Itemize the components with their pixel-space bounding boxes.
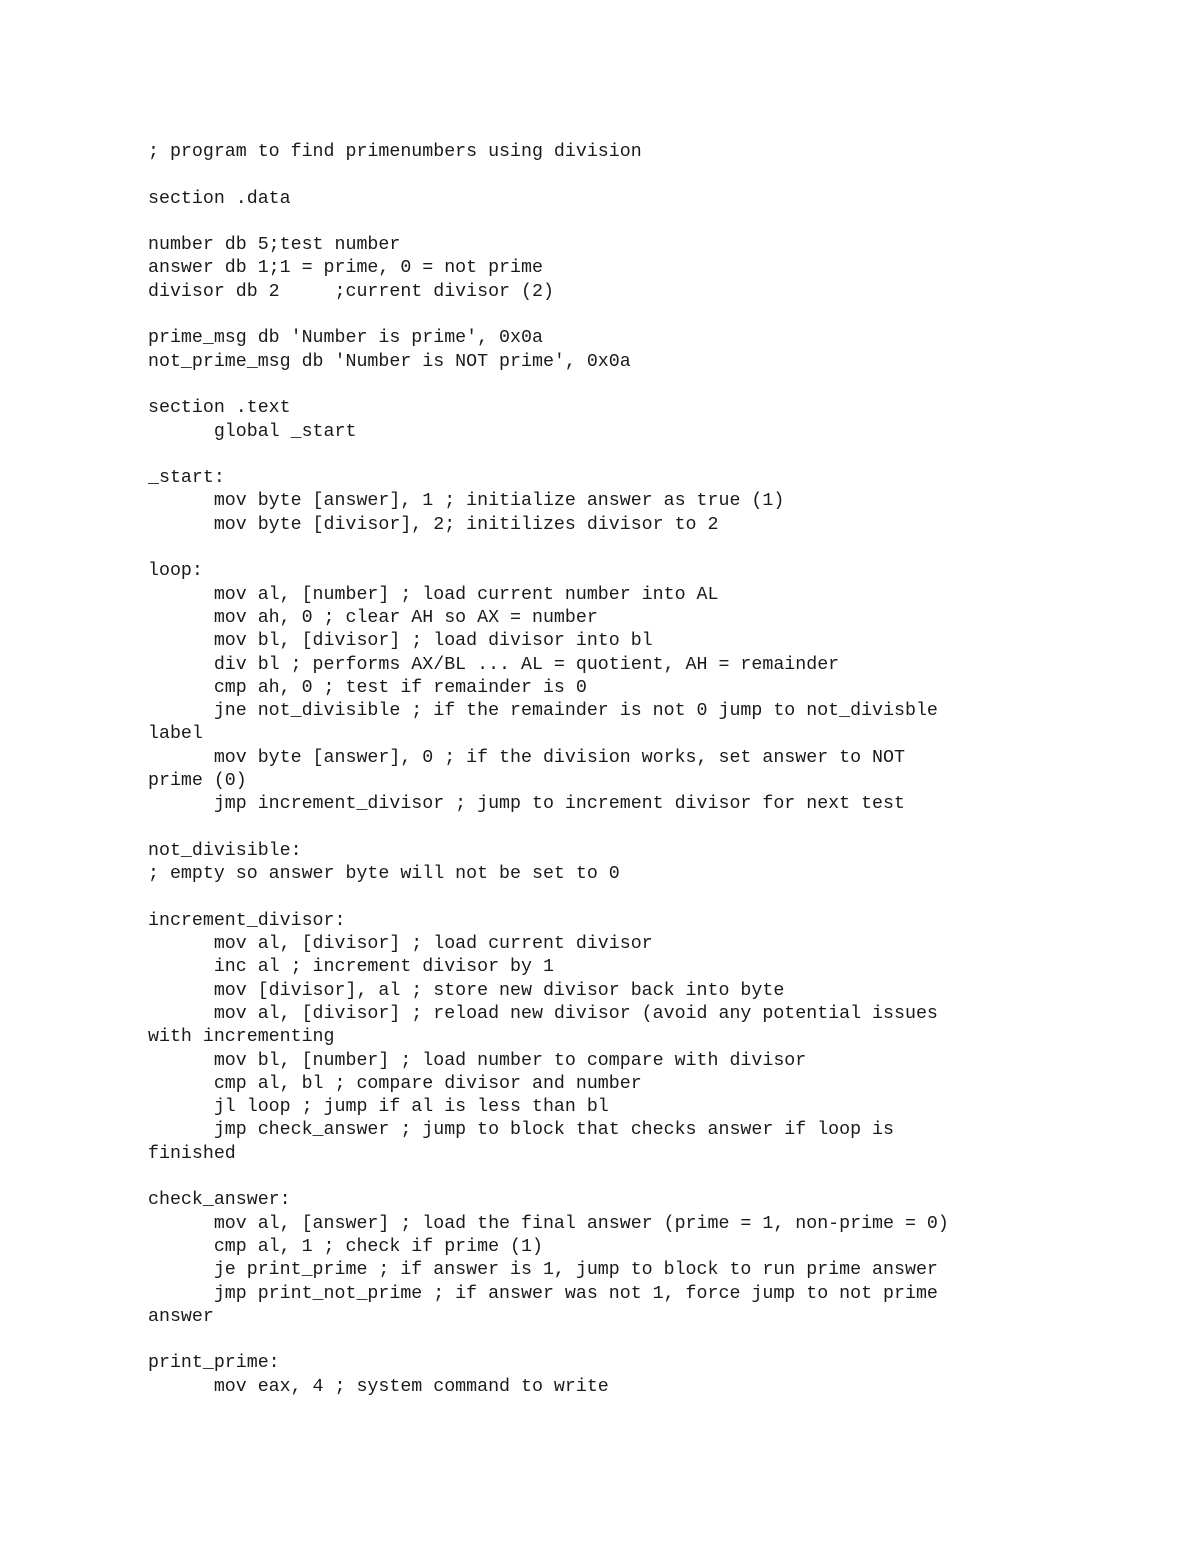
code-line: section .text xyxy=(148,398,291,419)
code-line xyxy=(148,164,1068,187)
code-line: mov al, [number] ; load current number into AL xyxy=(148,584,719,605)
code-line xyxy=(148,1329,1068,1352)
code-line: loop: xyxy=(148,561,203,582)
code-line: not_divisible: xyxy=(148,840,302,861)
code-line: jmp print_not_prime ; if answer was not 1, force jump to not prime xyxy=(148,1283,938,1304)
code-line: jmp check_answer ; jump to block that checks answer if loop is xyxy=(148,1120,894,1141)
code-line: cmp al, bl ; compare divisor and number xyxy=(148,1073,642,1094)
code-line: prime_msg db 'Number is prime', 0x0a xyxy=(148,328,543,349)
code-line: ; empty so answer byte will not be set to 0 xyxy=(148,864,620,885)
code-line: jmp increment_divisor ; jump to increment divisor for next test xyxy=(148,794,905,815)
code-line: mov ah, 0 ; clear AH so AX = number xyxy=(148,607,598,628)
code-line: mov byte [answer], 1 ; initialize answer as true (1) xyxy=(148,491,785,512)
code-line: cmp ah, 0 ; test if remainder is 0 xyxy=(148,677,587,698)
code-line: mov al, [answer] ; load the final answer (prime = 1, non-prime = 0) xyxy=(148,1213,949,1234)
code-line: mov bl, [number] ; load number to compare with divisor xyxy=(148,1050,807,1071)
code-line: div bl ; performs AX/BL ... AL = quotient, AH = remainder xyxy=(148,654,840,675)
code-line: increment_divisor: xyxy=(148,910,346,931)
code-line: jne not_divisible ; if the remainder is not 0 jump to not_divisble xyxy=(148,701,938,722)
code-line: section .data xyxy=(148,188,291,209)
code-line: je print_prime ; if answer is 1, jump to block to run prime answer xyxy=(148,1260,938,1281)
code-line: finished xyxy=(148,1143,236,1164)
code-line: jl loop ; jump if al is less than bl xyxy=(148,1097,609,1118)
code-line xyxy=(148,374,1068,397)
code-line: mov al, [divisor] ; reload new divisor (avoid any potential issues xyxy=(148,1003,938,1024)
code-line xyxy=(148,1166,1068,1189)
code-line: _start: xyxy=(148,468,225,489)
code-line: divisor db 2 ;current divisor (2) xyxy=(148,281,554,302)
code-line: prime (0) xyxy=(148,771,247,792)
code-line: with incrementing xyxy=(148,1027,335,1048)
code-line: inc al ; increment divisor by 1 xyxy=(148,957,554,978)
code-line xyxy=(148,304,1068,327)
code-line xyxy=(148,211,1068,234)
code-line: mov byte [answer], 0 ; if the division works, set answer to NOT xyxy=(148,747,905,768)
code-line: answer xyxy=(148,1306,214,1327)
code-line: label xyxy=(148,724,203,745)
code-line: check_answer: xyxy=(148,1190,291,1211)
code-line: not_prime_msg db 'Number is NOT prime', 0x0a xyxy=(148,351,631,372)
code-line: mov byte [divisor], 2; initilizes divisor to 2 xyxy=(148,514,719,535)
code-line: print_prime: xyxy=(148,1353,280,1374)
code-line: mov bl, [divisor] ; load divisor into bl xyxy=(148,631,653,652)
code-line: mov al, [divisor] ; load current divisor xyxy=(148,934,653,955)
code-line xyxy=(148,817,1068,840)
code-line xyxy=(148,444,1068,467)
code-line: global _start xyxy=(148,421,357,442)
code-line: cmp al, 1 ; check if prime (1) xyxy=(148,1236,543,1257)
code-line xyxy=(148,537,1068,560)
code-line: mov [divisor], al ; store new divisor back into byte xyxy=(148,980,785,1001)
code-line: mov eax, 4 ; system command to write xyxy=(148,1376,609,1397)
code-line: ; program to find primenumbers using division xyxy=(148,142,642,162)
code-line: number db 5;test number xyxy=(148,235,401,256)
code-listing xyxy=(148,141,1068,1399)
code-line: answer db 1;1 = prime, 0 = not prime xyxy=(148,258,543,279)
code-line xyxy=(148,887,1068,910)
